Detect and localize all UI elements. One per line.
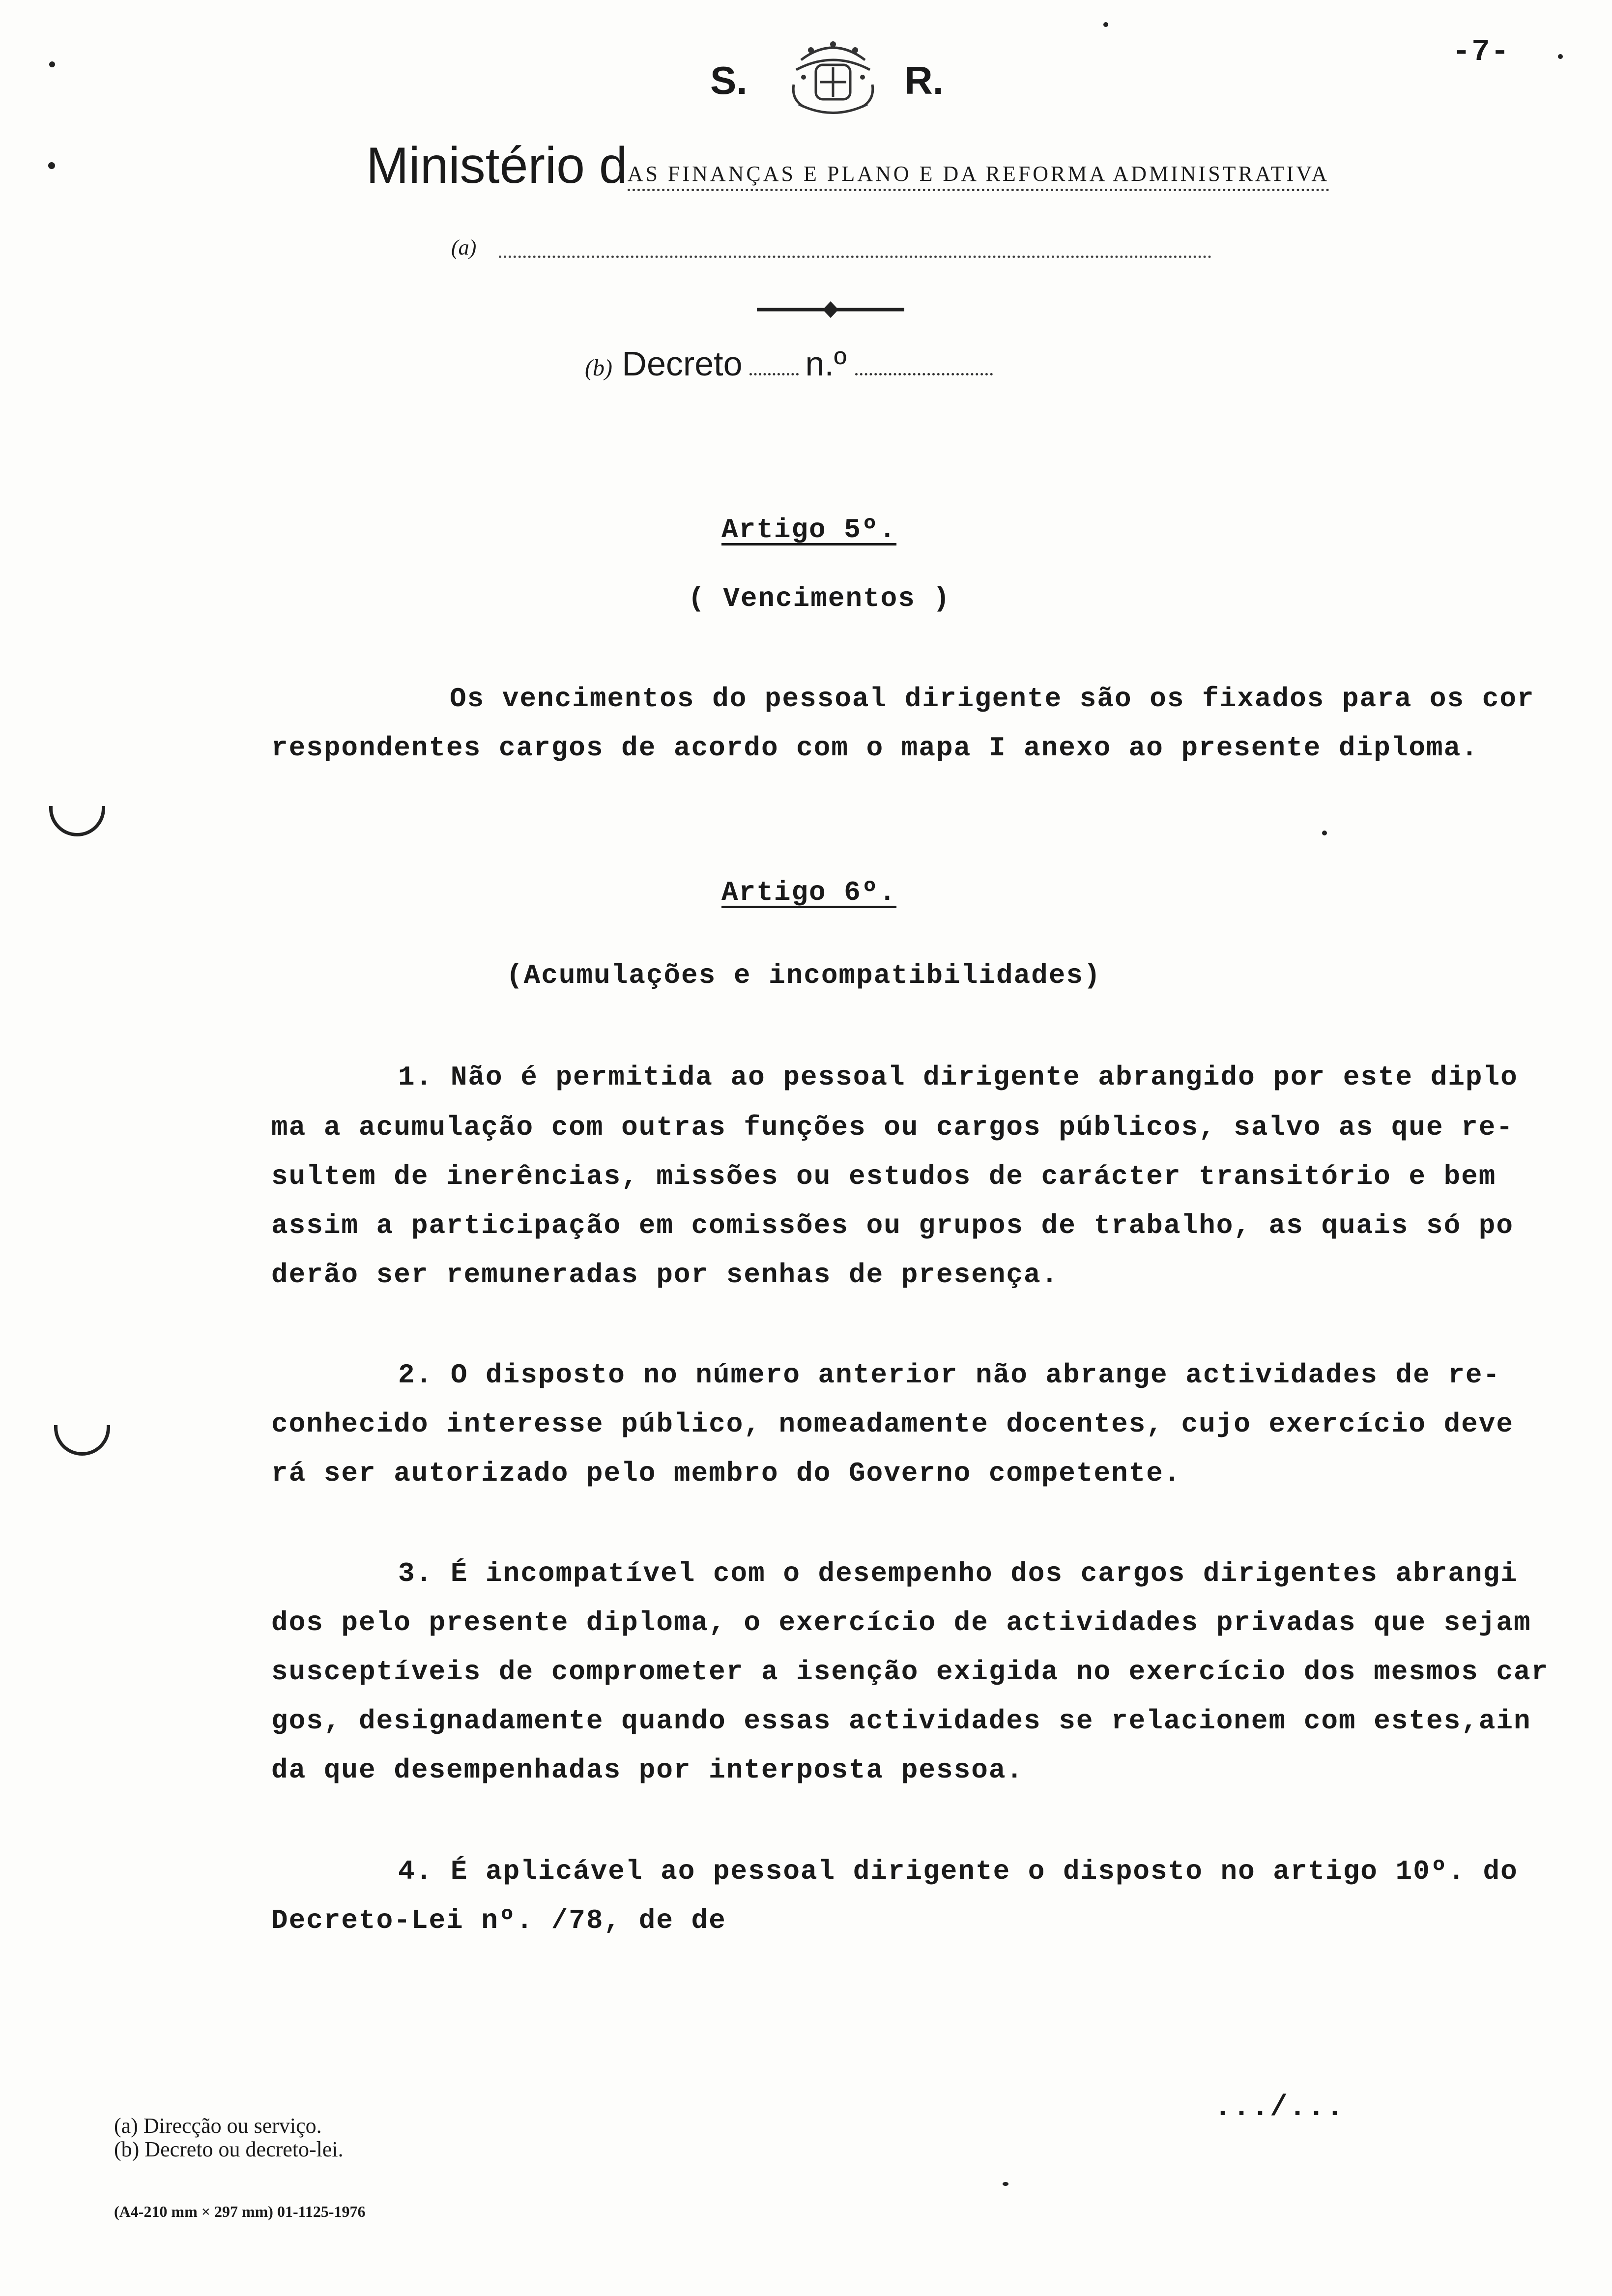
coat-of-arms-emblem (781, 30, 885, 121)
scan-speck (1003, 2182, 1008, 2186)
decree-number-blank (855, 373, 993, 375)
ministry-prefix: Ministério d (366, 137, 628, 194)
article-6-p3-line: da que desempenhadas por interposta pessoa. (271, 1754, 1024, 1786)
form-code: (A4-210 mm × 297 mm) 01-1125-1976 (114, 2203, 366, 2220)
article-6-p4-line: 4. É aplicável ao pessoal dirigente o disposto no artigo 10º. do (398, 1856, 1518, 1887)
continuation-mark: .../... (1214, 2091, 1345, 2124)
article-6-p3-line: 3. É incompatível com o desempenho dos cargos dirigentes abrangi (398, 1558, 1518, 1589)
article-6-p4-line: Decreto-Lei nº. /78, de de (271, 1905, 726, 1936)
decree-marker: (b) (585, 355, 612, 381)
header-initial-r: R. (904, 58, 944, 102)
article-6-p2-line: rá ser autorizado pelo membro do Governo competente. (271, 1458, 1181, 1489)
decree-line (585, 344, 993, 383)
article-6-p3-line: gos, designadamente quando essas actividades se relacionem com estes,ain (271, 1705, 1531, 1737)
scan-speck (1558, 54, 1563, 59)
article-5-line: Os vencimentos do pessoal dirigente são os fixados para os cor (450, 683, 1535, 715)
ministry-heading (366, 137, 1329, 199)
article-6-p1-line: derão ser remuneradas por senhas de presença. (271, 1259, 1059, 1291)
scan-speck (1103, 22, 1108, 27)
article-6-p1-line: assim a participação em comissões ou grupos de trabalho, as quais só po (271, 1210, 1514, 1241)
article-6-p2-line: 2. O disposto no número anterior não abrange actividades de re- (398, 1359, 1501, 1391)
article-5-title: Artigo 5º. (721, 514, 897, 545)
article-6-p2-line: conhecido interesse público, nomeadamente docentes, cujo exercício deve (271, 1408, 1514, 1440)
decree-word: Decreto (622, 344, 743, 383)
article-6-p1-line: 1. Não é permitida ao pessoal dirigente abrangido por este diplo (398, 1062, 1518, 1093)
article-6-p1-line: sultem de inerências, missões ou estudos de carácter transitório e bem (271, 1161, 1497, 1192)
punch-hole-mark (54, 1425, 110, 1456)
article-6-p3-line: susceptíveis de comprometer a isenção exigida no exercício dos mesmos car (271, 1656, 1549, 1688)
scan-speck (48, 162, 55, 169)
decree-number-label: n.º (805, 344, 847, 383)
department-label: (a) (451, 235, 477, 259)
article-5-subtitle: ( Vencimentos ) (688, 583, 951, 614)
decree-type-blank (749, 373, 799, 375)
article-6-p3-line: dos pelo presente diploma, o exercício de actividades privadas que sejam (271, 1607, 1531, 1638)
punch-hole-mark (49, 806, 105, 836)
footnote-b: (b) Decreto ou decreto-lei. (114, 2137, 344, 2161)
scan-speck (49, 61, 55, 67)
article-5-line: respondentes cargos de acordo com o mapa I anexo ao presente diploma. (271, 732, 1479, 764)
article-6-title: Artigo 6º. (721, 877, 897, 908)
divider-ornament (757, 297, 904, 322)
ministry-name: AS FINANÇAS E PLANO E DA REFORMA ADMINISTRATIVA (628, 162, 1329, 191)
header-initial-s: S. (710, 58, 748, 102)
article-6-subtitle: (Acumulações e incompatibilidades) (506, 960, 1101, 991)
article-6-p1-line: ma a acumulação com outras funções ou cargos públicos, salvo as que re- (271, 1112, 1514, 1143)
footnote-a: (a) Direcção ou serviço. (114, 2114, 322, 2138)
page-number: -7- (1452, 34, 1510, 69)
department-dotted-line (499, 256, 1211, 258)
scan-speck (1322, 831, 1327, 835)
